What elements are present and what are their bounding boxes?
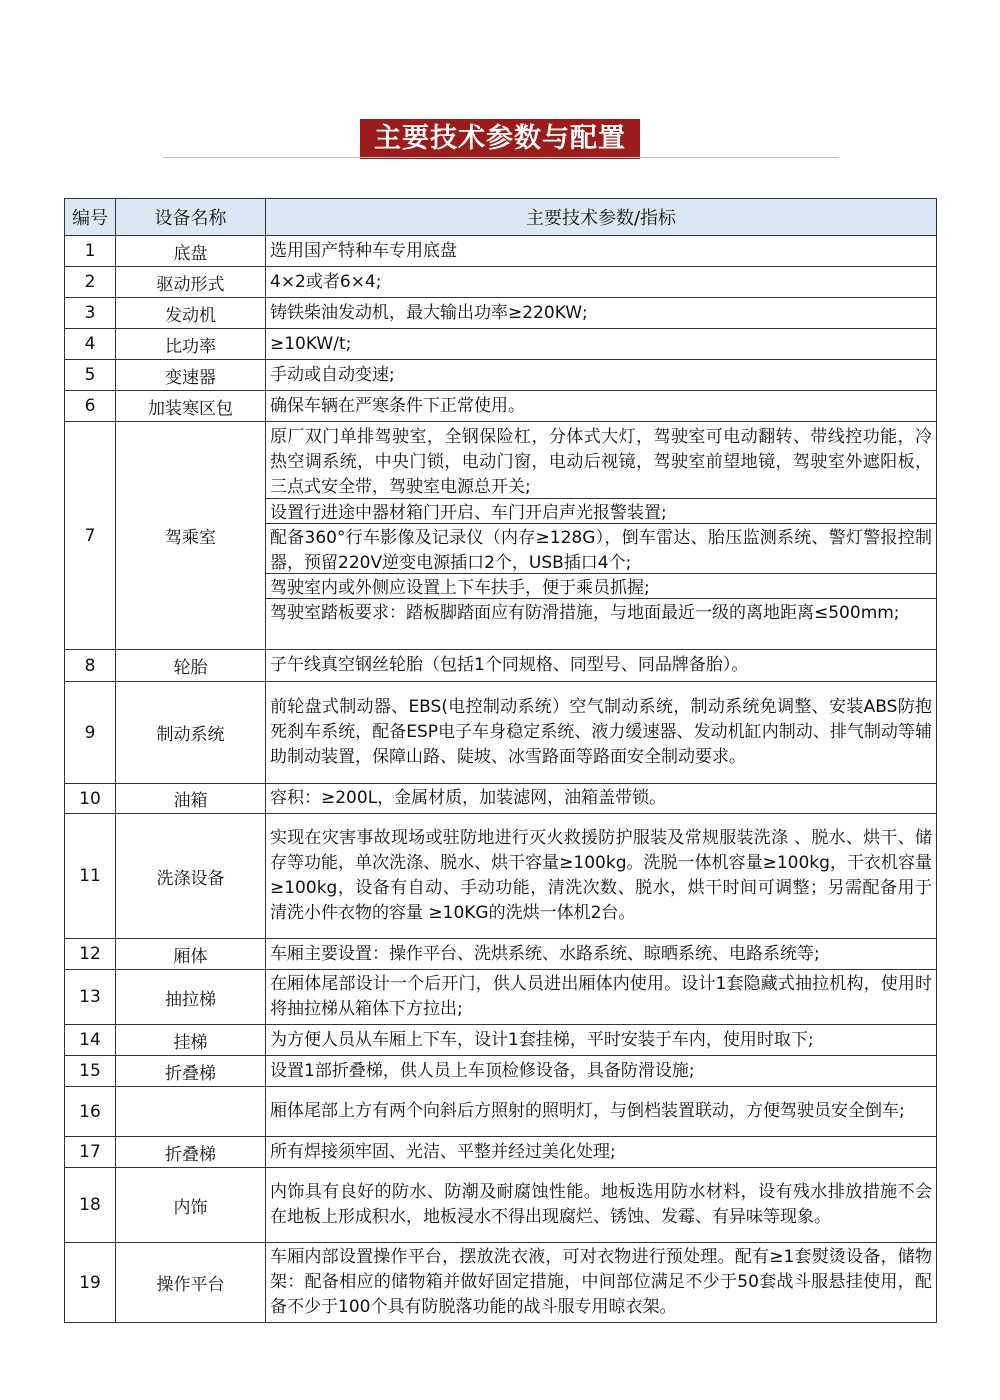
row-spec-item: 驾驶室内或外侧应设置上下车扶手，便于乘员抓握; [266, 574, 936, 599]
table-row [65, 814, 937, 939]
row-spec: 车厢主要设置：操作平台、洗烘系统、水路系统、晾晒系统、电路系统等; [266, 939, 937, 970]
row-number: 5 [65, 360, 116, 391]
row-device-name: 厢体 [116, 939, 266, 970]
row-number: 9 [65, 682, 116, 784]
row-number: 6 [65, 391, 116, 422]
header-number: 编号 [65, 199, 116, 236]
row-spec: 实现在灾害事故现场或驻防地进行灭火救援防护服装及常规服装洗涤 、脱水、烘干、储存等功能，单次洗涤、脱水、烘干容量≥100kg。洗脱一体机容量≥100kg，干衣机容量≥100kg，设备有自动、手动功能，清洗次数、脱水，烘干时间可调整；另需配备用于清洗小件衣物的容量 ≥10KG的洗烘一体机2台。 [266, 814, 937, 939]
row-spec: 容积：≥200L，金属材质，加装滤网，油箱盖带锁。 [266, 784, 937, 814]
table-row [65, 1056, 937, 1087]
row-number: 19 [65, 1243, 116, 1323]
row-spec: 厢体尾部上方有两个向斜后方照射的照明灯，与倒档装置联动，方便驾驶员安全倒车; [266, 1087, 937, 1137]
row-number: 17 [65, 1137, 116, 1168]
row-spec: 设置1部折叠梯，供人员上车顶检修设备，具备防滑设施; [266, 1056, 937, 1087]
table-header-row [65, 199, 937, 236]
table-row [65, 1087, 937, 1137]
row-device-name: 油箱 [116, 784, 266, 814]
row-number: 4 [65, 329, 116, 360]
row-device-name: 洗涤设备 [116, 814, 266, 939]
row-spec: 4×2或者6×4; [266, 267, 937, 298]
row-number: 8 [65, 650, 116, 682]
table-row [65, 422, 937, 650]
row-spec: 前轮盘式制动器、EBS(电控制动系统）空气制动系统，制动系统免调整、安装ABS防抱死刹车系统，配备ESP电子车身稳定系统、液力缓速器、发动机缸内制动、排气制动等辅助制动装置，保障山路、陡坡、冰雪路面等路面安全制动要求。 [266, 682, 937, 784]
row-spec: 所有焊接须牢固、光洁、平整并经过美化处理; [266, 1137, 937, 1168]
table-body [65, 236, 937, 1323]
row-device-name: 驱动形式 [116, 267, 266, 298]
row-spec: 为方便人员从车厢上下车，设计1套挂梯，平时安装于车内，使用时取下; [266, 1025, 937, 1056]
table-row [65, 267, 937, 298]
row-spec: 在厢体尾部设计一个后开门，供人员进出厢体内使用。设计1套隐藏式抽拉机构，使用时将抽拉梯从箱体下方拉出; [266, 970, 937, 1025]
row-device-name: 比功率 [116, 329, 266, 360]
row-device-name: 底盘 [116, 236, 266, 267]
row-number: 16 [65, 1087, 116, 1137]
table-row [65, 1025, 937, 1056]
row-device-name: 轮胎 [116, 650, 266, 682]
row-device-name: 驾乘室 [116, 422, 266, 650]
table-row [65, 329, 937, 360]
row-number: 13 [65, 970, 116, 1025]
row-number: 3 [65, 298, 116, 329]
row-device-name: 加装寒区包 [116, 391, 266, 422]
row-number: 11 [65, 814, 116, 939]
row-number: 12 [65, 939, 116, 970]
table-row [65, 939, 937, 970]
table-row [65, 360, 937, 391]
row-device-name: 变速器 [116, 360, 266, 391]
page-title: 主要技术参数与配置 [360, 119, 640, 159]
row-device-name: 折叠梯 [116, 1056, 266, 1087]
table-row [65, 236, 937, 267]
header-device-name: 设备名称 [116, 199, 266, 236]
row-spec: 铸铁柴油发动机，最大输出功率≥220KW; [266, 298, 937, 329]
header-spec: 主要技术参数/指标 [266, 199, 937, 236]
row-device-name: 制动系统 [116, 682, 266, 784]
table-row [65, 682, 937, 784]
row-device-name: 操作平台 [116, 1243, 266, 1323]
row-spec: 子午线真空钢丝轮胎（包括1个同规格、同型号、同品牌备胎）。 [266, 650, 937, 682]
table-row [65, 970, 937, 1025]
table-row [65, 1137, 937, 1168]
row-number: 1 [65, 236, 116, 267]
table-row [65, 784, 937, 814]
row-device-name [116, 1087, 266, 1137]
row-number: 15 [65, 1056, 116, 1087]
title-wrap [0, 119, 1000, 159]
row-spec-item: 配备360°行车影像及记录仪（内存≥128G），倒车雷达、胎压监测系统、警灯警报控制器，预留220V逆变电源插口2个，USB插口4个; [266, 524, 936, 574]
row-spec: 内饰具有良好的防水、防潮及耐腐蚀性能。地板选用防水材料，设有残水排放措施不会在地板上形成积水，地板浸水不得出现腐烂、锈蚀、发霉、有异味等现象。 [266, 1168, 937, 1243]
table-row [65, 1168, 937, 1243]
title-divider [163, 157, 839, 158]
row-spec-item: 设置行进途中器材箱门开启、车门开启声光报警装置; [266, 499, 936, 524]
row-device-name: 内饰 [116, 1168, 266, 1243]
row-device-name: 发动机 [116, 298, 266, 329]
row-number: 7 [65, 422, 116, 650]
row-number: 2 [65, 267, 116, 298]
row-spec: 手动或自动变速; [266, 360, 937, 391]
row-spec: ≥10KW/t; [266, 329, 937, 360]
row-spec: 车厢内部设置操作平台，摆放洗衣液，可对衣物进行预处理。配有≥1套熨烫设备，储物架：配备相应的储物箱并做好固定措施，中间部位满足不少于50套战斗服悬挂使用，配备不少于100个具有防脱落功能的战斗服专用晾衣架。 [266, 1243, 937, 1323]
row-device-name: 挂梯 [116, 1025, 266, 1056]
row-spec-group [266, 422, 937, 650]
table-row [65, 298, 937, 329]
table-row [65, 650, 937, 682]
row-device-name: 折叠梯 [116, 1137, 266, 1168]
row-number: 10 [65, 784, 116, 814]
row-number: 14 [65, 1025, 116, 1056]
table-row [65, 1243, 937, 1323]
spec-table [64, 198, 937, 1323]
row-spec: 选用国产特种车专用底盘 [266, 236, 937, 267]
row-device-name: 抽拉梯 [116, 970, 266, 1025]
table-row [65, 391, 937, 422]
row-spec-item: 驾驶室踏板要求：踏板脚踏面应有防滑措施，与地面最近一级的离地距离≤500mm; [270, 603, 900, 623]
row-spec-item: 原厂双门单排驾驶室，全钢保险杠，分体式大灯，驾驶室可电动翻转、带线控功能，冷热空调系统，中央门锁，电动门窗，电动后视镜，驾驶室前望地镜，驾驶室外遮阳板，三点式安全带，驾驶室电源总开关; [266, 423, 936, 499]
row-spec: 确保车辆在严寒条件下正常使用。 [266, 391, 937, 422]
row-number: 18 [65, 1168, 116, 1243]
